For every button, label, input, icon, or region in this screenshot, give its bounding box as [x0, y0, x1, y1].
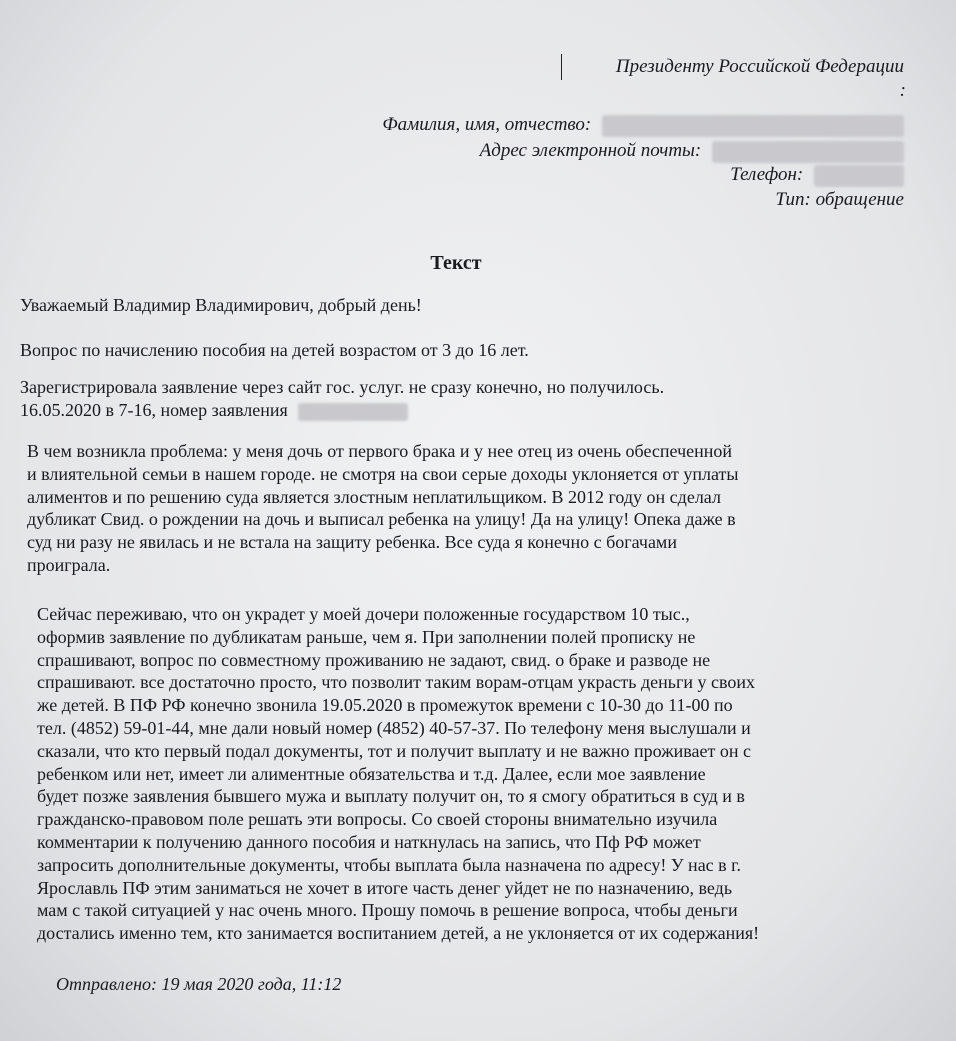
- greeting-text: Уважаемый Владимир Владимирович, добрый день!: [20, 295, 422, 315]
- paragraph-line: дубликат Свид. о рождении на дочь и выписал ребенка на улицу! Да на улицу! Опека даже в: [27, 509, 736, 530]
- paragraph-line: гражданско-правовом поле решать эти вопросы. Со своей стороны внимательно изучила: [37, 809, 718, 830]
- paragraph-line: Зарегистрировала заявление через сайт гос. услуг. не сразу конечно, но получилось.: [20, 377, 665, 397]
- paragraph-line: будет позже заявления бывшего мужа и выплату получит он, то я смогу обратиться в суд и в: [37, 786, 745, 807]
- question-text: Вопрос по начислению пособия на детей возрастом от 3 до 16 лет.: [20, 340, 529, 360]
- text-cursor: [561, 54, 562, 80]
- paragraph-line: [20, 399, 900, 422]
- paragraph-line: и влиятельной семьи в нашем городе. не смотря на свои серые доходы уклоняется от уплаты: [27, 463, 739, 484]
- paragraph-line: Ярославль ПФ этим заниматься не хочет в итоге часть денег уйдет не по назначению, ведь: [37, 877, 733, 898]
- name-row: [382, 114, 904, 137]
- paragraph-line: оформив заявление по дубликатам раньше, чем я. При заполнении полей прописку не: [37, 626, 696, 647]
- paragraph-line: В чем возникла проблема: у меня дочь от первого брака и у нее отец из очень обеспеченной: [27, 441, 733, 461]
- email-label: Адрес электронной почты:: [479, 140, 702, 161]
- name-redacted: [602, 115, 904, 137]
- sent-date: Отправлено: 19 мая 2020 года, 11:12: [56, 974, 342, 994]
- paragraph-line: запросить дополнительные документы, чтобы выплата была назначена по адресу! У нас в г.: [37, 854, 742, 875]
- paragraph-line: Сейчас переживаю, что он украдет у моей дочери положенные государством 10 тыс.,: [37, 604, 690, 624]
- paragraph-line: алиментов и по решению суда является злостным неплатильщиком. В 2012 году он сделал: [27, 486, 721, 507]
- paragraph-line: комментарии к получению данного пособия и наткнулась на запись, что Пф РФ может: [37, 831, 701, 852]
- paragraph-line: сказали, что кто первый подал документы, тот и получит выплату и не важно проживает он с: [37, 740, 752, 761]
- paragraph-line: мам с такой ситуацией у нас очень много. Прошу помочь в решение вопроса, чтобы деньги: [37, 900, 738, 921]
- name-label: Фамилия, имя, отчество:: [382, 114, 592, 135]
- application-number-redacted: [298, 403, 408, 421]
- email-row: [480, 140, 904, 163]
- registration-paragraph: [20, 376, 900, 422]
- email-redacted: [712, 141, 904, 163]
- paragraph-line: ребенком или нет, имеет ли алиментные обязательства и т.д. Далее, если мое заявление: [37, 763, 706, 784]
- worry-paragraph: [37, 603, 907, 945]
- recipient-line: Президенту Российской Федерации: [615, 56, 904, 77]
- question: [20, 339, 900, 362]
- type-line: Тип: обращение: [775, 189, 904, 210]
- paragraph-line: суд ни разу не явилась и не встала на защиту ребенка. Все суда я конечно с богачами: [27, 532, 677, 553]
- paragraph-line: достались именно тем, кто занимается воспитанием детей, а не уклоняется от их содержания!: [37, 923, 760, 944]
- paragraph-line: спрашивают. все достаточно просто, что позволит таким ворам-отцам украсть деньги у своих: [37, 672, 756, 693]
- greeting: [20, 294, 900, 317]
- recipient-colon: :: [899, 80, 906, 101]
- paragraph-line: же детей. В ПФ РФ конечно звонила 19.05.2020 в промежуток времени с 10-30 до 11-00 по: [37, 695, 733, 716]
- phone-redacted: [814, 165, 904, 187]
- text-title: Текст: [430, 252, 482, 274]
- paragraph-line: проиграла.: [27, 554, 111, 575]
- problem-paragraph: [27, 440, 907, 577]
- phone-label: Телефон:: [730, 164, 804, 185]
- paragraph-line: тел. (4852) 59-01-44, мне дали новый номер (4852) 40-57-37. По телефону меня выслушали и: [37, 717, 751, 738]
- registration-number-label: 16.05.2020 в 7-16, номер заявления: [20, 399, 288, 420]
- phone-row: [730, 164, 904, 187]
- paragraph-line: спрашивают, вопрос по совместному проживанию не задают, свид. о браке и разводе не: [37, 649, 711, 670]
